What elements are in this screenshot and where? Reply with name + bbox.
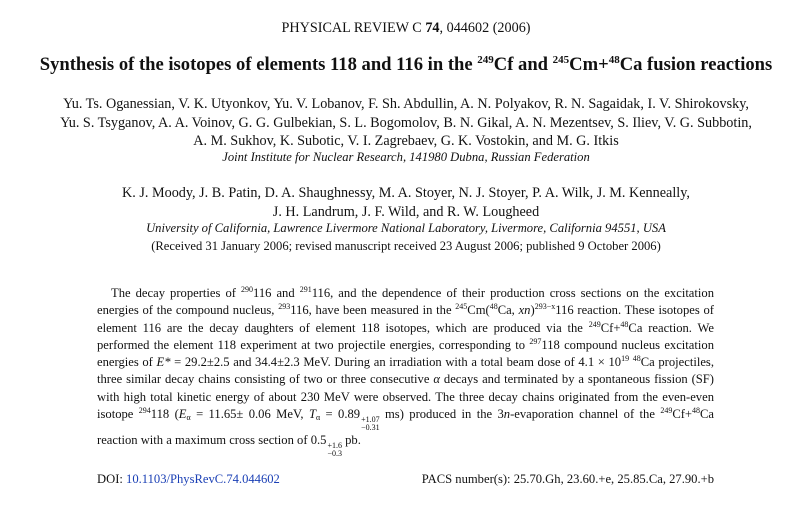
journal-volume: 74 <box>425 20 440 36</box>
author-line: J. H. Landrum, J. F. Wild, and R. W. Lougheed <box>272 203 540 220</box>
pacs-numbers: PACS number(s): 25.70.Gh, 23.60.+e, 25.85.Ca, 27.90.+b <box>421 472 714 486</box>
journal-pages: , 044602 (2006) <box>439 20 531 36</box>
affiliation-dubna: Joint Institute for Nuclear Research, 141980 Dubna, Russian Federation <box>222 150 590 164</box>
author-list-dubna <box>0 95 812 151</box>
abstract: The decay properties of $^{290}$116 and $^{291}$116, and the dependence of their production cross sections on the excitation energies of the compound nucleus, $^{293}$116, have been measured in the $^{245}$Cm($^{48}$Ca, xn)$^{293-x}$116 reaction. These isotopes of element 116 are the decay daughters of element 118 isotopes, which are produced via the $^{249}$Cf+$^{48}$Ca reaction. We performed the element 118 experiment at two projectile energies, corresponding to $^{297}$118 compound nucleus excitation energies of E* = 29.2±2.5 and 34.4±2.3 MeV. During an irradiation with a total beam dose of $4.1 \times 10^{19}$ $^{48}$Ca projectiles, three similar decay chains consisting of two or three consecutive α decays and terminated by a spontaneous fission (SF) with high total kinetic energy of about 230 MeV were observed. The three decay chains originated from the even-even isotope $^{294}$118 ($E_\alpha = 11.65\pm 0.06$ MeV, $T_\alpha = 0.89$ +1.07 −0.31 ms) produced in the 3n-evaporation channel of the $^{249}$Cf+$^{48}$Ca reaction with a maximum cross section of 0.5 +1.6 −0.3 pb. <box>97 285 715 459</box>
journal-name: PHYSICAL REVIEW C <box>281 20 422 36</box>
doi: DOI: 10.1103/PhysRevC.74.044602 <box>97 472 280 486</box>
doi-link[interactable]: 10.1103/PhysRevC.74.044602 <box>126 472 280 486</box>
author-line: Yu. Ts. Oganessian, V. K. Utyonkov, Yu. V. Lobanov, F. Sh. Abdullin, A. N. Polyakov, R. N. Sagaidak, I. V. Shirokovsky, <box>63 96 749 112</box>
affiliation-llnl: University of California, Lawrence Livermore National Laboratory, Livermore, California 94551, USA <box>146 221 666 235</box>
author-line: Yu. S. Tsyganov, A. A. Voinov, G. G. Gulbekian, S. L. Bogomolov, B. N. Gikal, A. N. Mezentsev, S. Iliev, V. G. Subbotin, <box>60 114 752 131</box>
footer <box>97 472 714 487</box>
author-line: K. J. Moody, J. B. Patin, D. A. Shaughnessy, M. A. Stoyer, N. J. Stoyer, P. A. Wilk, J. M. Kenneally, <box>122 185 690 201</box>
journal-header <box>0 20 812 37</box>
author-list-llnl <box>0 184 812 221</box>
author-line: A. M. Sukhov, K. Subotic, V. I. Zagrebaev, G. K. Vostokin, and M. G. Itkis <box>193 133 619 149</box>
received-dates: (Received 31 January 2006; revised manuscript received 23 August 2006; published 9 October 2006) <box>151 239 661 253</box>
paper-title: Synthesis of the isotopes of elements 118 and 116 in the $^{249}$Cf and $^{245}$Cm+$^{48}$Ca fusion reactions <box>39 54 773 75</box>
